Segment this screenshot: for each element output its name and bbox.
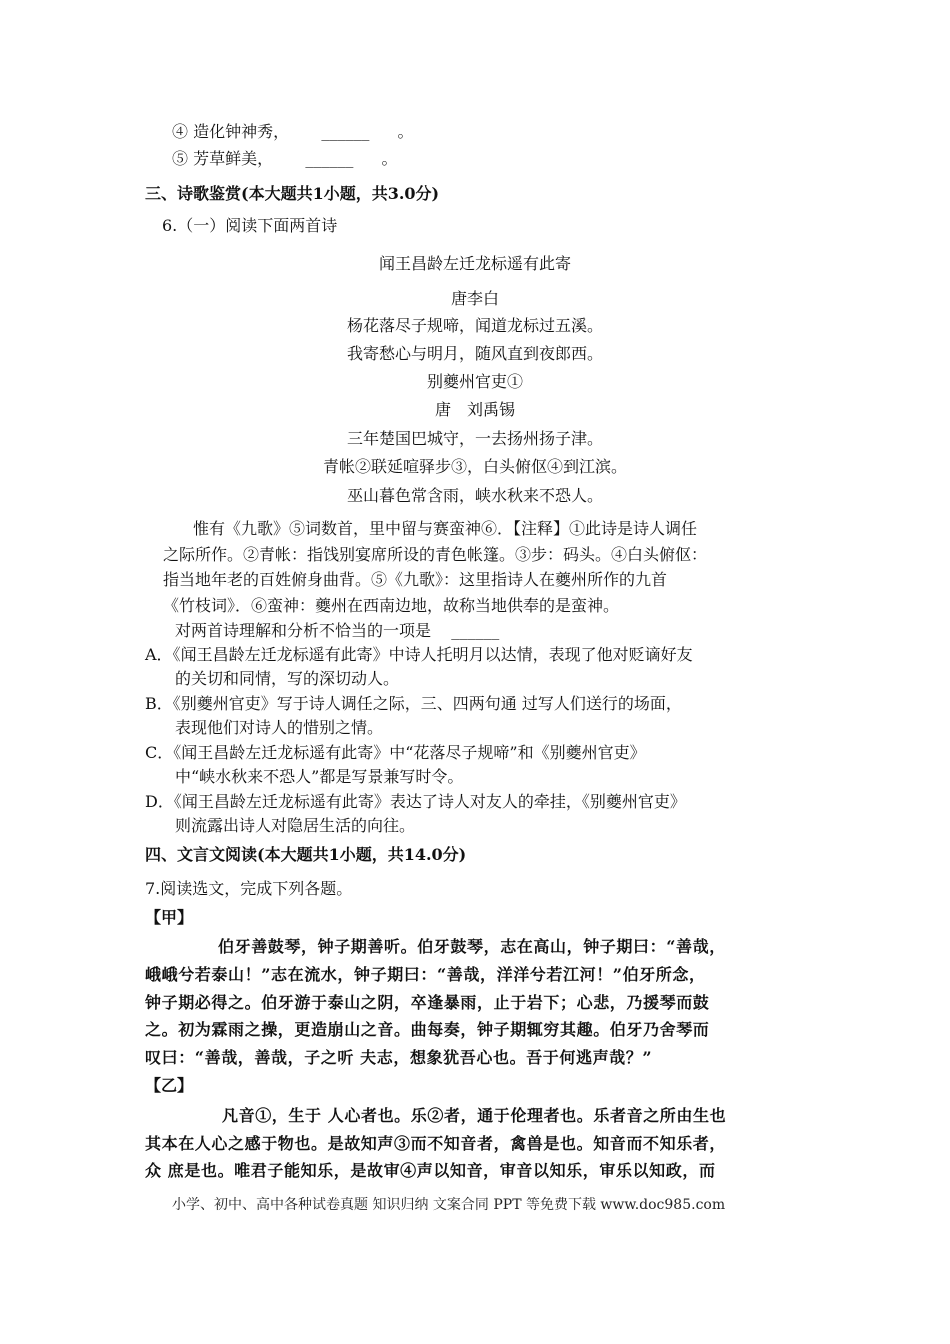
option-text: 《闻王昌龄左迁龙标遥有此寄》中诗人托明月以达情，表现了他对贬谪好友 [172, 645, 693, 664]
option-b[interactable] [145, 694, 682, 714]
option-c-cont: 中“峡水秋来不恐人”都是写景兼写时令。 [175, 767, 464, 786]
poem-2-line: 青帐②联延喧驿步③，白头俯伛④到江滨。 [322, 457, 627, 476]
item-end: 。 [381, 149, 398, 168]
option-text: 《闻王昌龄左迁龙标遥有此寄》中“花落尽子规啼”和《别夔州官吏》 [173, 743, 646, 762]
option-c[interactable] [145, 743, 646, 763]
option-a-cont: 的关切和同情，写的深切动人。 [175, 669, 400, 688]
poem-2-author: 唐 刘禹锡 [434, 400, 515, 419]
item-number: ④ [172, 122, 189, 141]
answer-blank[interactable]: ______ [321, 122, 370, 141]
passage-jia-line: 钟子期必得之。伯牙游于泰山之阴，卒逢暴雨，止于岩下；心悲，乃援琴而鼓 [145, 993, 710, 1012]
option-a[interactable] [145, 645, 693, 665]
option-text: 《别夔州官吏》写于诗人调任之际，三、四两句通 过写人们送行的场面， [172, 694, 682, 713]
poem-2-line: 三年楚国巴城守，一去扬州扬子津。 [346, 429, 603, 448]
page-footer: 小学、初中、高中各种试卷真题 知识归纳 文案合同 PPT 等免费下载 www.doc985.com [172, 1197, 726, 1213]
passage-jia-line: 峨峨兮若泰山！”志在流水，钟子期曰：“善哉，洋洋兮若江河！”伯牙所念， [145, 965, 706, 984]
passage-yi-label: 【乙】 [145, 1076, 194, 1095]
question-7-intro: 7.阅读选文，完成下列各题。 [145, 879, 353, 898]
passage-yi-line: 众 庶是也。唯君子能知乐，是故审④声以知音，审音以知乐，审乐以知政，而 [145, 1161, 716, 1180]
option-label: D． [145, 792, 174, 811]
note-line: 《竹枝词》．⑥蛮神：夔州在西南边地，故称当地供奉的是蛮神。 [163, 596, 620, 615]
poem-2-line: 巫山暮色常含雨，峡水秋来不恐人。 [346, 486, 603, 505]
passage-jia-label: 【甲】 [145, 908, 194, 927]
poem-1-author: 唐李白 [450, 289, 499, 308]
passage-yi-line: 凡音①，生于 人心者也。乐②者，通于伦理者也。乐者音之所由生也 [222, 1106, 727, 1125]
option-b-cont: 表现他们对诗人的惜别之情。 [175, 718, 384, 737]
item-number: ⑤ [172, 149, 189, 168]
item-5 [172, 149, 398, 169]
option-label: A． [145, 645, 173, 664]
question-6-intro: 6.（一）阅读下面两首诗 [162, 216, 338, 235]
question-6-prompt [175, 621, 499, 641]
answer-blank[interactable]: ______ [451, 621, 500, 640]
answer-blank[interactable]: ______ [305, 149, 354, 168]
poem-2-title: 别夔州官吏① [426, 372, 523, 391]
section-4-title: 四、文言文阅读(本大题共1小题，共14.0分) [145, 845, 467, 864]
note-line: 惟有《九歌》⑤词数首，里中留与赛蛮神⑥．【注释】①此诗是诗人调任 [193, 519, 698, 538]
passage-yi-line: 其本在人心之感于物也。是故知声③而不知音者，禽兽是也。知音而不知乐者， [145, 1134, 727, 1153]
option-d-cont: 则流露出诗人对隐居生活的向往。 [175, 816, 416, 835]
item-text: 芳草鲜美， [193, 149, 274, 168]
question-text: 对两首诗理解和分析不恰当的一项是 [175, 621, 432, 640]
item-end: 。 [397, 122, 414, 141]
poem-1-line: 杨花落尽子规啼，闻道龙标过五溪。 [346, 316, 603, 335]
note-line: 指当地年老的百姓俯身曲背。⑤《九歌》：这里指诗人在夔州所作的九首 [163, 570, 668, 589]
passage-jia-line: 之。初为霖雨之操，更造崩山之音。曲每奏，钟子期辄穷其趣。伯牙乃舍琴而 [145, 1020, 710, 1039]
passage-jia-line: 叹曰：“善哉，善哉，子之听 夫志，想象犹吾心也。吾于何逃声哉？” [145, 1048, 653, 1067]
note-line: 之际所作。②青帐：指饯别宴席所设的青色帐篷。③步：码头。④白头俯伛： [163, 545, 708, 564]
section-3-title: 三、诗歌鉴赏(本大题共1小题，共3.0分) [145, 184, 440, 203]
poem-1-title: 闻王昌龄左迁龙标遥有此寄 [378, 254, 571, 273]
item-text: 造化钟神秀， [193, 122, 290, 141]
poem-1-line: 我寄愁心与明月，随风直到夜郎西。 [346, 344, 603, 363]
option-label: B． [145, 694, 173, 713]
item-4 [172, 122, 414, 142]
passage-jia-line: 伯牙善鼓琴，钟子期善听。伯牙鼓琴，志在高山，钟子期曰：“善哉， [218, 937, 726, 956]
option-label: C． [145, 743, 174, 762]
option-d[interactable] [145, 792, 686, 812]
option-text: 《闻王昌龄左迁龙标遥有此寄》表达了诗人对友人的牵挂，《别夔州官吏》 [173, 792, 686, 811]
